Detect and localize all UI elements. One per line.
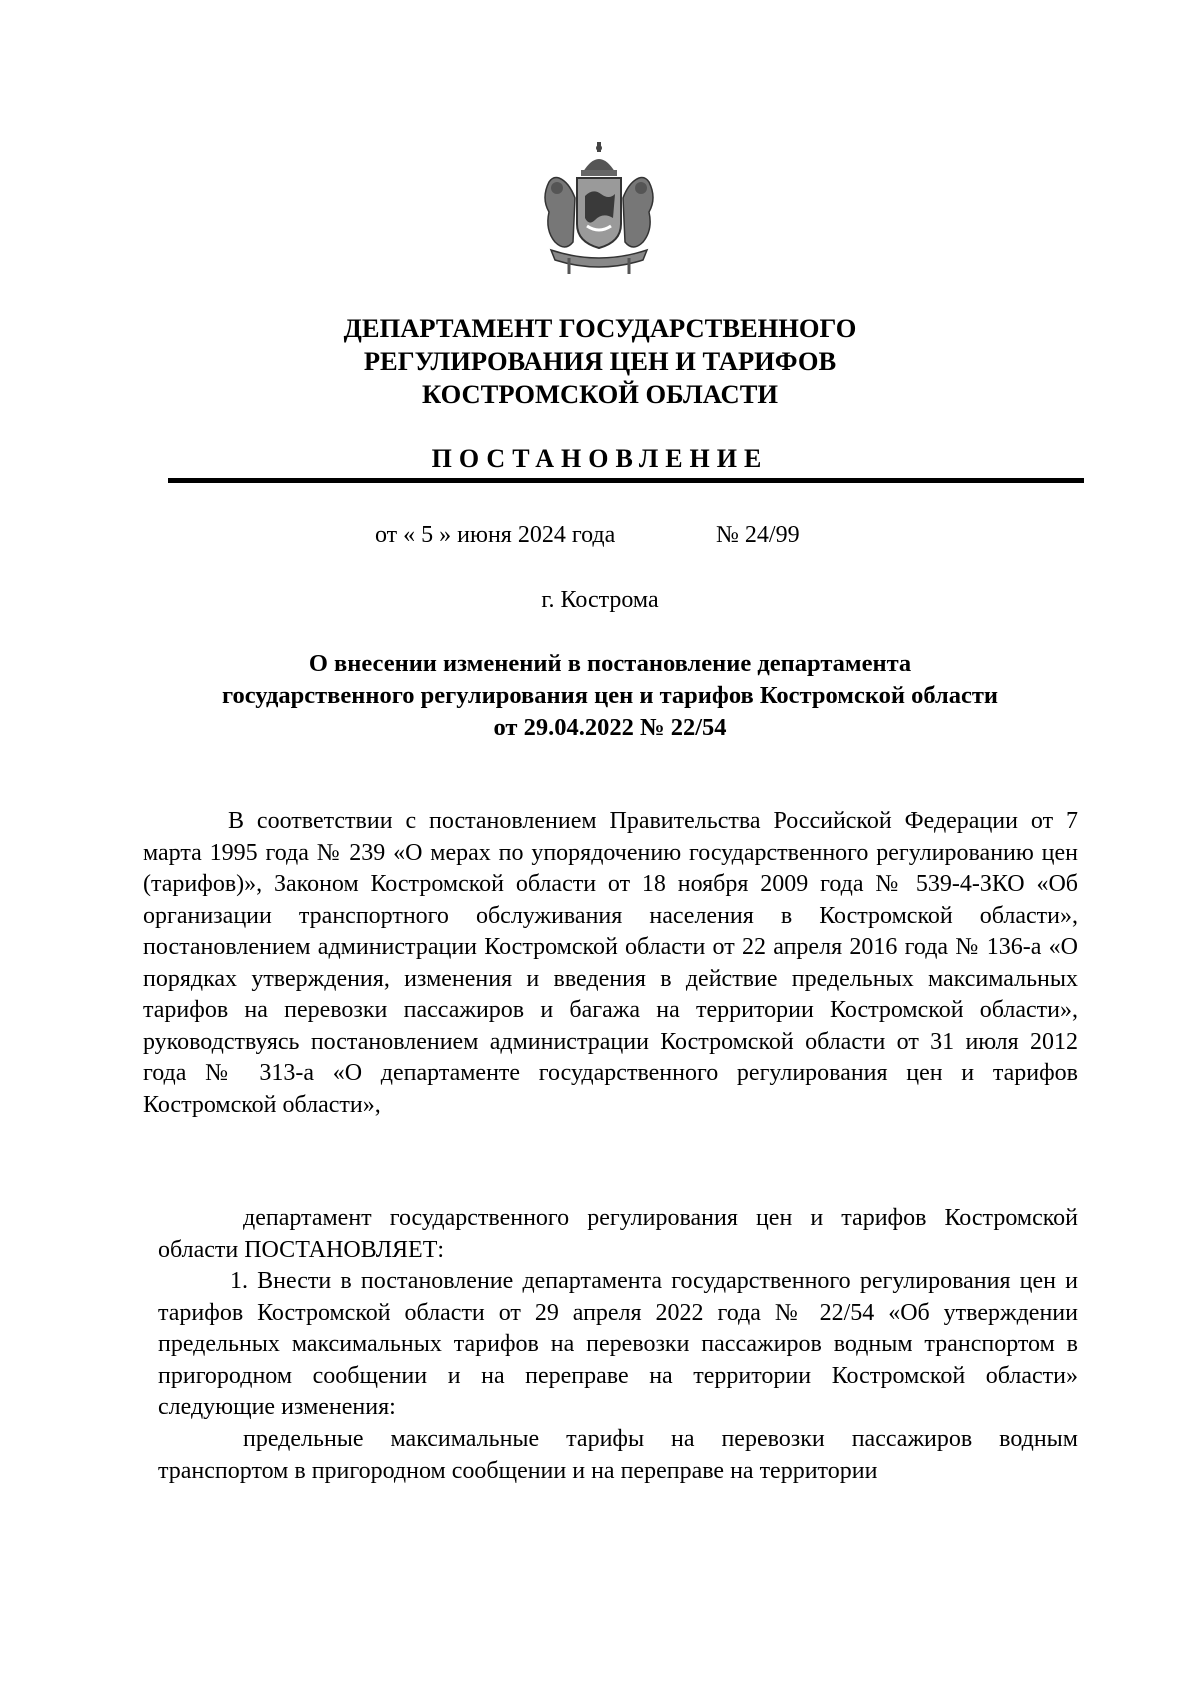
header-divider [168,478,1084,483]
department-line-2: РЕГУЛИРОВАНИЯ ЦЕН И ТАРИФОВ [363,346,837,376]
kostroma-coat-of-arms-icon [535,138,663,278]
document-title [140,648,1080,744]
title-line-1: О внесении изменений в постановление департамента [308,650,912,677]
document-number: № 24/99 [716,522,800,548]
department-header [0,312,1200,411]
document-date: от « 5 » июня 2024 года [375,522,616,548]
body-paragraph-4 [158,1424,1078,1487]
paragraph-text: 1. Внести в постановление департамента государственного регулирования цен и тарифов Костромской области от 29 апреля 2022 года № 22/54 «Об утверждении предельных максимальных тарифов на перевозки пассажиров водным транспортом в пригородном сообщении и на переправе на территории Костромской области» следующие изменения: [158,1268,1078,1420]
body-paragraph-1 [143,806,1078,1121]
paragraph-text: предельные максимальные тарифы на перевозки пассажиров водным транспортом в пригородном сообщении и на переправе на территории [158,1426,1078,1484]
title-line-2: государственного регулирования цен и тарифов Костромской области [221,682,999,709]
title-line-3: от 29.04.2022 № 22/54 [493,714,727,741]
document-type: ПОСТАНОВЛЕНИЕ [431,444,769,473]
body-paragraph-2 [158,1203,1078,1266]
body-paragraph-3 [158,1266,1078,1424]
paragraph-text: департамент государственного регулирования цен и тарифов Костромской области ПОСТАНОВЛЯЕТ: [158,1205,1078,1263]
department-line-1: ДЕПАРТАМЕНТ ГОСУДАРСТВЕННОГО [343,313,857,343]
department-line-3: КОСТРОМСКОЙ ОБЛАСТИ [422,379,778,409]
city: г. Кострома [541,587,659,613]
paragraph-text: В соответствии с постановлением Правительства Российской Федерации от 7 марта 1995 года № 239 «О мерах по упорядочению государственного регулированию цен (тарифов)», Законом Костромской области от 18 ноября 2009 года № 539-4-ЗКО «Об организации транспортного обслуживания населения в Костромской области», постановлением администрации Костромской области от 22 апреля 2016 года № 136-а «О порядках утверждения, изменения и введения в действие предельных максимальных тарифов на перевозки пассажиров и багажа на территории Костромской области», руководствуясь постановлением администрации Костромской области от 31 июля 2012 года № 313-а «О департаменте государственного регулирования цен и тарифов Костромской области», [143,808,1078,1118]
